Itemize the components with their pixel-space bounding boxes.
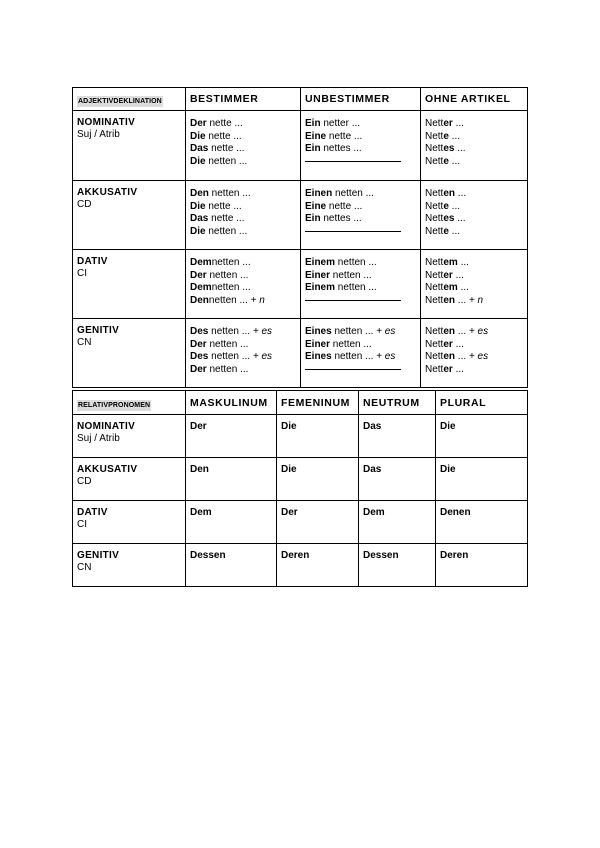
declension-cell: [421, 319, 528, 388]
form-line: [305, 213, 420, 226]
column-header: NEUTRUM: [359, 391, 436, 415]
adjective-text: netten ...: [330, 269, 372, 281]
column-header: FEMENINUM: [277, 391, 359, 415]
rest-text: ...: [448, 155, 461, 167]
article-text: Die: [190, 130, 206, 142]
declension-cell: [186, 111, 301, 181]
form-line: [190, 351, 300, 364]
adjective-text: netten ...: [331, 326, 374, 337]
article-text: Die: [190, 225, 206, 237]
case-cell: [73, 250, 186, 319]
article-text: Einer: [305, 269, 331, 281]
table-row: [73, 181, 528, 250]
stem-text: Nett: [425, 351, 444, 363]
suffix-note: + es: [373, 326, 396, 337]
adjective-text: nette ...: [326, 130, 363, 142]
declension-cell: [421, 250, 528, 319]
form-line: [425, 339, 527, 352]
ending-text: en: [443, 351, 456, 363]
adjective-text: nette ...: [205, 130, 242, 142]
article-text: Das: [190, 143, 209, 155]
rest-text: ...: [452, 269, 464, 281]
ending-text: en: [443, 294, 456, 306]
form-line: [305, 282, 420, 295]
form-line: [305, 339, 420, 352]
stem-text: Nett: [425, 294, 444, 306]
pronoun-cell: Denen: [436, 501, 528, 544]
rest-text: ...: [448, 200, 461, 212]
ending-text: er: [443, 118, 453, 129]
rest-text: ...: [457, 282, 469, 294]
case-function: CD: [77, 199, 92, 210]
table-row: [73, 415, 528, 458]
rest-text: ...: [452, 338, 464, 350]
relativpronomen-table: [72, 390, 528, 587]
pronoun-cell: Dessen: [186, 544, 277, 587]
adjective-text: netten ...: [211, 282, 251, 294]
rest-text: ...: [457, 257, 469, 268]
header-row: [73, 88, 528, 111]
form-line: [425, 351, 527, 364]
form-line: [425, 118, 527, 131]
case-name: GENITIV: [77, 325, 120, 336]
declension-cell: [186, 250, 301, 319]
column-header: PLURAL: [436, 391, 528, 415]
declension-cell: [186, 181, 301, 250]
case-function: CI: [77, 519, 87, 530]
article-text: Einen: [305, 188, 333, 199]
article-text: Der: [190, 269, 207, 281]
article-text: Die: [190, 155, 206, 167]
column-header: OHNE ARTIKEL: [421, 88, 528, 111]
table-row: [73, 111, 528, 181]
pronoun-cell: Das: [359, 458, 436, 501]
article-text: Ein: [305, 213, 321, 225]
article-text: Das: [190, 213, 209, 225]
form-line: [305, 156, 420, 169]
ending-text: er: [443, 338, 453, 350]
form-line: [425, 270, 527, 283]
case-cell: [73, 319, 186, 388]
form-line: [305, 143, 420, 156]
article-text: Ein: [305, 118, 321, 129]
stem-text: Nett: [425, 225, 444, 237]
adjective-text: nette ...: [208, 143, 245, 155]
rest-text: ...: [455, 351, 467, 363]
form-line: [190, 226, 300, 239]
pronoun-cell: Der: [277, 501, 359, 544]
article-text: Eine: [305, 200, 327, 212]
adjective-text: netten ...: [206, 363, 249, 375]
form-line: [190, 339, 300, 352]
adjective-text: netten ...: [208, 188, 251, 199]
stem-text: Nett: [425, 213, 444, 225]
adjective-text: netten ...: [331, 351, 374, 363]
empty-form-line: [305, 369, 401, 370]
adjective-text: netten ...: [335, 282, 377, 294]
form-line: [190, 295, 300, 308]
pronoun-cell: Dem: [359, 501, 436, 544]
table-title: RELATIVPRONOMEN: [78, 401, 151, 409]
ending-text: en: [443, 188, 456, 199]
adjective-text: netten ...: [332, 188, 374, 199]
form-line: [190, 213, 300, 226]
case-function: CI: [77, 268, 87, 279]
article-text: Des: [190, 351, 209, 363]
case-name: DATIV: [77, 507, 108, 518]
ending-text: e: [443, 130, 449, 142]
case-cell: [73, 181, 186, 250]
adjective-text: netter ...: [320, 118, 361, 129]
form-line: [425, 282, 527, 295]
rest-text: ...: [448, 225, 461, 237]
pronoun-cell: Die: [436, 415, 528, 458]
suffix-note: + es: [466, 351, 489, 363]
case-cell: [73, 501, 186, 544]
pronoun-cell: Dessen: [359, 544, 436, 587]
form-line: [425, 326, 527, 339]
stem-text: Nett: [425, 269, 444, 281]
adjective-text: nette ...: [326, 200, 363, 212]
form-line: [425, 213, 527, 226]
stem-text: Nett: [425, 143, 444, 155]
article-text: Der: [190, 118, 207, 129]
column-header: UNBESTIMMER: [301, 88, 421, 111]
article-text: Ein: [305, 143, 321, 155]
form-line: [305, 295, 420, 308]
empty-form-line: [305, 231, 401, 232]
rest-text: ...: [452, 118, 464, 129]
case-function: Suj / Atrib: [77, 433, 120, 444]
rest-text: ...: [452, 363, 464, 375]
declension-cell: [421, 181, 528, 250]
article-text: Einem: [305, 257, 336, 268]
form-line: [190, 282, 300, 295]
declension-cell: [301, 181, 421, 250]
pronoun-cell: Das: [359, 415, 436, 458]
form-line: [305, 226, 420, 239]
case-cell: [73, 458, 186, 501]
form-line: [190, 143, 300, 156]
case-name: NOMINATIV: [77, 117, 136, 128]
form-line: [305, 118, 420, 131]
suffix-note: + n: [247, 294, 265, 306]
stem-text: Nett: [425, 257, 444, 268]
form-line: [425, 201, 527, 214]
table-row: [73, 544, 528, 587]
suffix-note: + es: [250, 351, 273, 363]
adjective-text: netten ...: [206, 269, 249, 281]
form-line: [305, 351, 420, 364]
article-text: Eine: [305, 130, 327, 142]
form-line: [190, 326, 300, 339]
suffix-note: + es: [373, 351, 396, 363]
article-text: Eines: [305, 326, 332, 337]
pronoun-cell: Den: [186, 458, 277, 501]
form-line: [425, 143, 527, 156]
form-line: [305, 201, 420, 214]
rest-text: ...: [455, 188, 467, 199]
table-row: [73, 250, 528, 319]
table-title: ADJEKTIVDEKLINATION: [78, 98, 162, 105]
rest-text: ...: [448, 130, 461, 142]
adjective-text: nettes ...: [320, 143, 362, 155]
ending-text: em: [443, 282, 458, 294]
pronoun-cell: Die: [436, 458, 528, 501]
rest-text: ...: [455, 294, 467, 306]
pronoun-cell: Die: [277, 458, 359, 501]
form-line: [425, 226, 527, 239]
empty-form-line: [305, 300, 401, 301]
declension-cell: [421, 111, 528, 181]
adjective-text: netten ...: [211, 257, 251, 268]
ending-text: es: [443, 143, 455, 155]
case-name: AKKUSATIV: [77, 464, 138, 475]
form-line: [190, 257, 300, 270]
adjective-text: netten ...: [208, 326, 251, 337]
adjective-text: netten ...: [205, 155, 248, 167]
form-line: [190, 270, 300, 283]
stem-text: Nett: [425, 326, 444, 337]
adjective-text: nettes ...: [320, 213, 362, 225]
ending-text: e: [443, 225, 449, 237]
form-line: [190, 156, 300, 169]
case-cell: [73, 111, 186, 181]
ending-text: e: [443, 155, 449, 167]
adjective-text: nette ...: [205, 200, 242, 212]
form-line: [305, 326, 420, 339]
article-text: Dem: [190, 257, 212, 268]
article-text: Einer: [305, 338, 331, 350]
case-function: Suj / Atrib: [77, 129, 120, 140]
form-line: [425, 156, 527, 169]
declension-cell: [301, 250, 421, 319]
adjective-text: netten ...: [330, 338, 372, 350]
case-function: CN: [77, 337, 92, 348]
stem-text: Nett: [425, 363, 444, 375]
article-text: Eines: [305, 351, 332, 363]
form-line: [190, 188, 300, 201]
adjective-text: netten ...: [208, 351, 251, 363]
pronoun-cell: Der: [186, 415, 277, 458]
pronoun-cell: Deren: [436, 544, 528, 587]
adjective-text: nette ...: [208, 213, 245, 225]
case-name: AKKUSATIV: [77, 187, 138, 198]
article-text: Der: [190, 338, 207, 350]
rest-text: ...: [454, 213, 466, 225]
adjective-text: netten ...: [206, 338, 249, 350]
form-line: [425, 295, 527, 308]
stem-text: Nett: [425, 188, 444, 199]
adjective-text: netten ...: [208, 294, 248, 306]
table-row: [73, 458, 528, 501]
article-text: Dem: [190, 282, 212, 294]
article-text: Den: [190, 294, 209, 306]
rest-text: ...: [455, 326, 467, 337]
column-header: BESTIMMER: [186, 88, 301, 111]
article-text: Einem: [305, 282, 336, 294]
table-row: [73, 319, 528, 388]
ending-text: er: [443, 363, 453, 375]
form-line: [190, 131, 300, 144]
suffix-note: + es: [250, 326, 273, 337]
article-text: Der: [190, 363, 207, 375]
form-line: [425, 364, 527, 377]
stem-text: Nett: [425, 155, 444, 167]
adjektiv-deklination-table: [72, 87, 528, 388]
ending-text: er: [443, 269, 453, 281]
stem-text: Nett: [425, 130, 444, 142]
ending-text: em: [443, 257, 458, 268]
form-line: [425, 257, 527, 270]
form-line: [425, 131, 527, 144]
form-line: [190, 201, 300, 214]
ending-text: en: [443, 326, 456, 337]
case-function: CD: [77, 476, 92, 487]
article-text: Den: [190, 188, 209, 199]
table-row: [73, 501, 528, 544]
case-name: NOMINATIV: [77, 421, 136, 432]
case-cell: [73, 415, 186, 458]
declension-cell: [301, 111, 421, 181]
case-name: GENITIV: [77, 550, 120, 561]
empty-form-line: [305, 161, 401, 162]
form-line: [305, 364, 420, 377]
article-text: Des: [190, 326, 209, 337]
form-line: [425, 188, 527, 201]
case-function: CN: [77, 562, 92, 573]
adjective-text: netten ...: [205, 225, 248, 237]
stem-text: Nett: [425, 338, 444, 350]
corner-cell: [73, 391, 186, 415]
stem-text: Nett: [425, 200, 444, 212]
adjective-text: nette ...: [206, 118, 243, 129]
case-cell: [73, 544, 186, 587]
form-line: [190, 364, 300, 377]
column-header: MASKULINUM: [186, 391, 277, 415]
article-text: Die: [190, 200, 206, 212]
suffix-note: + n: [466, 294, 484, 306]
form-line: [190, 118, 300, 131]
declension-cell: [186, 319, 301, 388]
form-line: [305, 188, 420, 201]
form-line: [305, 131, 420, 144]
declension-cell: [301, 319, 421, 388]
form-line: [305, 270, 420, 283]
case-name: DATIV: [77, 256, 108, 267]
adjective-text: netten ...: [335, 257, 377, 268]
suffix-note: + es: [466, 326, 489, 337]
ending-text: es: [443, 213, 455, 225]
rest-text: ...: [454, 143, 466, 155]
ending-text: e: [443, 200, 449, 212]
pronoun-cell: Dem: [186, 501, 277, 544]
pronoun-cell: Die: [277, 415, 359, 458]
pronoun-cell: Deren: [277, 544, 359, 587]
form-line: [305, 257, 420, 270]
stem-text: Nett: [425, 282, 444, 294]
stem-text: Nett: [425, 118, 444, 129]
header-row: [73, 391, 528, 415]
corner-cell: [73, 88, 186, 111]
